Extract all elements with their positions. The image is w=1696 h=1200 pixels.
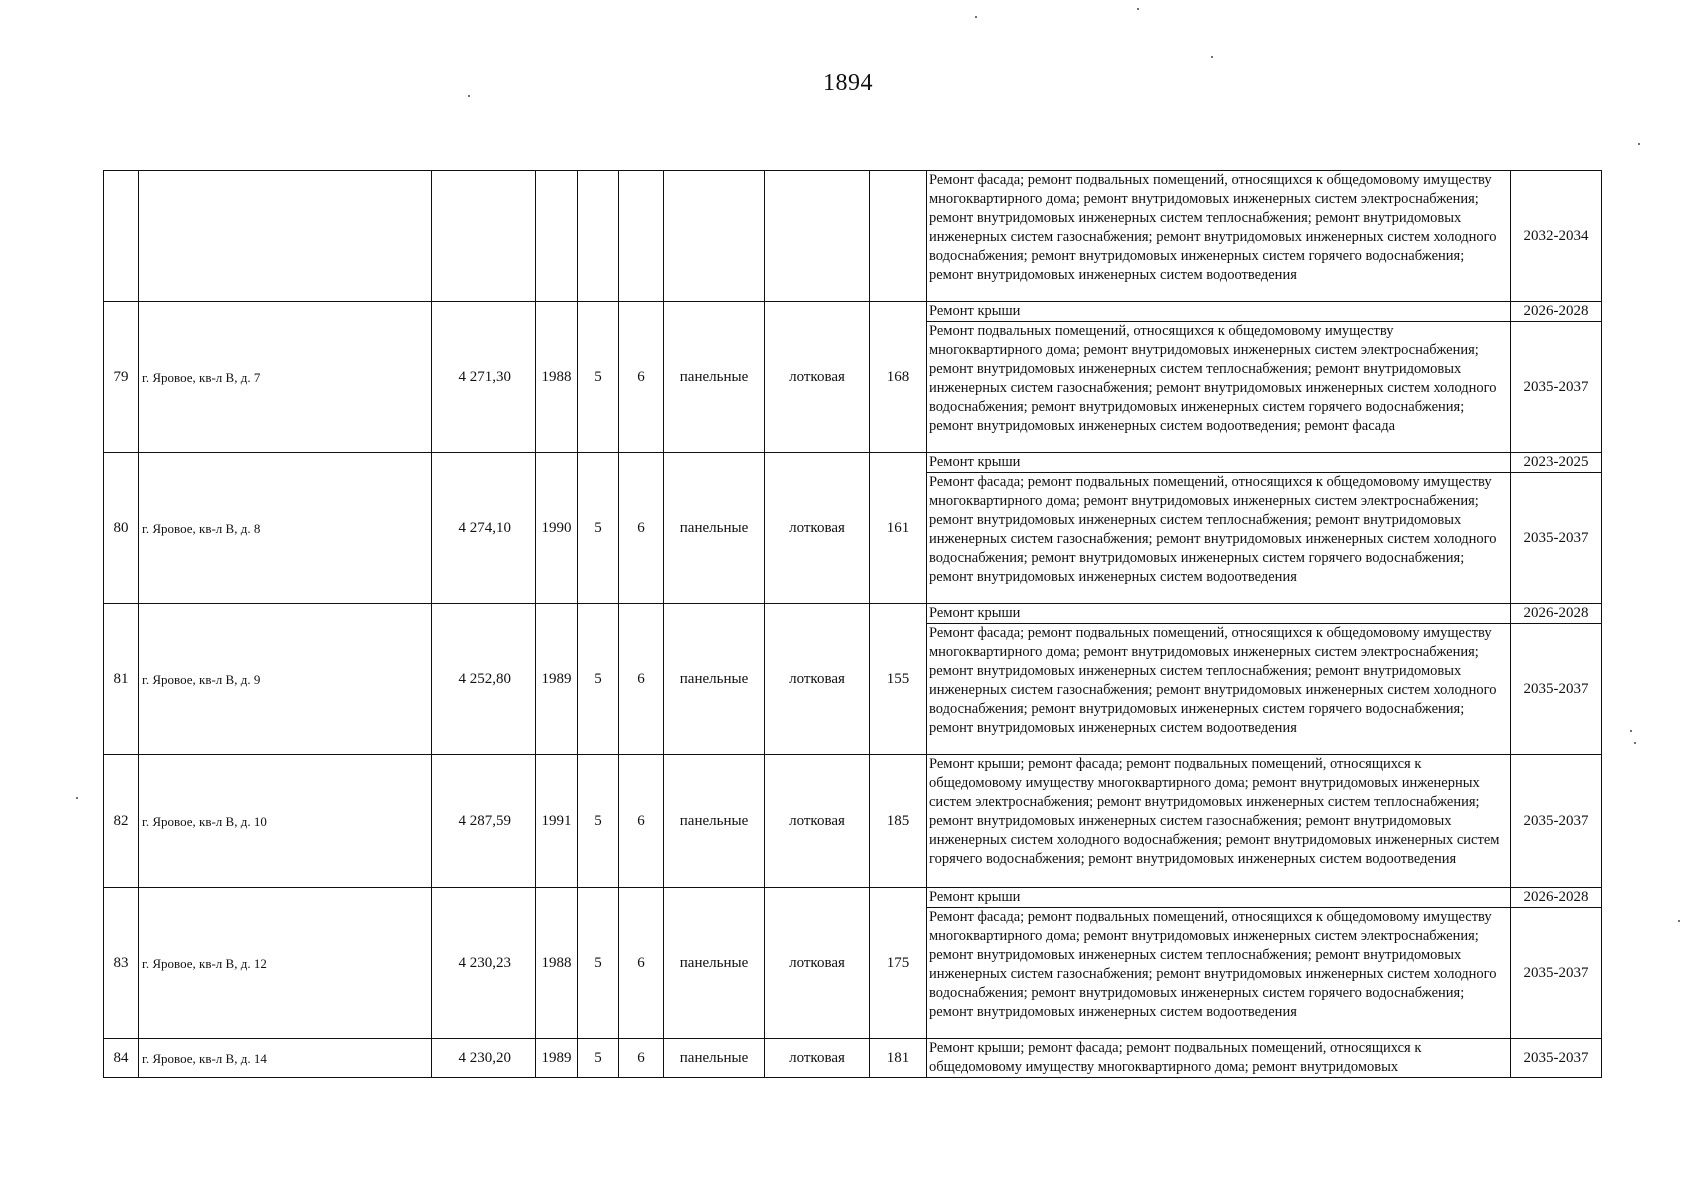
table-row (104, 604, 1602, 624)
work-description: Ремонт крыши (927, 453, 1511, 473)
residents: 181 (870, 1039, 927, 1078)
area: 4 274,10 (432, 453, 536, 604)
work-description: Ремонт крыши (927, 604, 1511, 624)
residents: 161 (870, 453, 927, 604)
entrances: 6 (619, 453, 664, 604)
entrances: 6 (619, 888, 664, 1039)
address-cell (139, 171, 432, 302)
address: г. Яровое, кв-л В, д. 8 (139, 453, 432, 604)
work-period: 2026-2028 (1511, 604, 1602, 624)
roof-type: лотковая (765, 604, 870, 755)
row-number: 83 (104, 888, 139, 1039)
roof-cell (765, 171, 870, 302)
work-description: Ремонт фасада; ремонт подвальных помещений, относящихся к общедомовому имуществу многоквартирного дома; ремонт внутридомовых инженерных систем электроснабжения; ремонт внутридомовых инженерных систем теплоснабжения; ремонт внутридомовых инженерных систем газоснабжения; ремонт внутридомовых инженерных систем холодного водоснабжения; ремонт внутридомовых инженерных систем горячего водоснабжения; ремонт внутридомовых инженерных систем водоотведения (927, 473, 1511, 604)
row-number: 81 (104, 604, 139, 755)
walls-cell (664, 171, 765, 302)
floors: 5 (578, 302, 619, 453)
area: 4 271,30 (432, 302, 536, 453)
row-number: 80 (104, 453, 139, 604)
work-period: 2035-2037 (1511, 322, 1602, 453)
floors: 5 (578, 604, 619, 755)
table-row (104, 888, 1602, 908)
row-number-cell (104, 171, 139, 302)
wall-material: панельные (664, 1039, 765, 1078)
address: г. Яровое, кв-л В, д. 12 (139, 888, 432, 1039)
area: 4 230,20 (432, 1039, 536, 1078)
table-row (104, 302, 1602, 322)
work-period: 2035-2037 (1511, 473, 1602, 604)
work-period: 2026-2028 (1511, 302, 1602, 322)
wall-material: панельные (664, 453, 765, 604)
work-description: Ремонт крыши (927, 302, 1511, 322)
work-description: Ремонт фасада; ремонт подвальных помещений, относящихся к общедомовому имуществу многоквартирного дома; ремонт внутридомовых инженерных систем электроснабжения; ремонт внутридомовых инженерных систем теплоснабжения; ремонт внутридомовых инженерных систем газоснабжения; ремонт внутридомовых инженерных систем холодного водоснабжения; ремонт внутридомовых инженерных систем горячего водоснабжения; ремонт внутридомовых инженерных систем водоотведения (927, 171, 1511, 302)
wall-material: панельные (664, 604, 765, 755)
year-built: 1989 (536, 604, 578, 755)
address: г. Яровое, кв-л В, д. 14 (139, 1039, 432, 1078)
floors: 5 (578, 888, 619, 1039)
roof-type: лотковая (765, 453, 870, 604)
scan-speck (1630, 730, 1632, 732)
row-number: 79 (104, 302, 139, 453)
roof-type: лотковая (765, 1039, 870, 1078)
wall-material: панельные (664, 888, 765, 1039)
area: 4 230,23 (432, 888, 536, 1039)
scan-speck (1638, 143, 1640, 145)
residents: 155 (870, 604, 927, 755)
work-description: Ремонт крыши; ремонт фасада; ремонт подвальных помещений, относящихся к общедомовому имуществу многоквартирного дома; ремонт внутридомовых инженерных систем электроснабжения; ремонт внутридомовых инженерных систем теплоснабжения; ремонт внутридомовых инженерных систем газоснабжения; ремонт внутридомовых инженерных систем холодного водоснабжения; ремонт внутридомовых инженерных систем горячего водоснабжения; ремонт внутридомовых инженерных систем водоотведения (927, 755, 1511, 888)
entrances: 6 (619, 755, 664, 888)
roof-type: лотковая (765, 755, 870, 888)
work-period: 2035-2037 (1511, 624, 1602, 755)
year-built: 1988 (536, 302, 578, 453)
year-built: 1991 (536, 755, 578, 888)
work-period: 2035-2037 (1511, 1039, 1602, 1078)
scan-speck (468, 95, 470, 97)
table-row (104, 755, 1602, 888)
work-period: 2035-2037 (1511, 908, 1602, 1039)
wall-material: панельные (664, 302, 765, 453)
work-period: 2026-2028 (1511, 888, 1602, 908)
residents: 185 (870, 755, 927, 888)
scan-speck (1634, 742, 1636, 744)
scan-speck (1678, 920, 1680, 922)
entrances-cell (619, 171, 664, 302)
work-period: 2023-2025 (1511, 453, 1602, 473)
roof-type: лотковая (765, 302, 870, 453)
year-cell (536, 171, 578, 302)
work-description: Ремонт подвальных помещений, относящихся к общедомовому имуществу многоквартирного дома; ремонт внутридомовых инженерных систем электроснабжения; ремонт внутридомовых инженерных систем теплоснабжения; ремонт внутридомовых инженерных систем газоснабжения; ремонт внутридомовых инженерных систем холодного водоснабжения; ремонт внутридомовых инженерных систем горячего водоснабжения; ремонт внутридомовых инженерных систем водоотведения; ремонт фасада (927, 322, 1511, 453)
row-number: 82 (104, 755, 139, 888)
address: г. Яровое, кв-л В, д. 10 (139, 755, 432, 888)
year-built: 1988 (536, 888, 578, 1039)
work-description: Ремонт фасада; ремонт подвальных помещений, относящихся к общедомовому имуществу многоквартирного дома; ремонт внутридомовых инженерных систем электроснабжения; ремонт внутридомовых инженерных систем теплоснабжения; ремонт внутридомовых инженерных систем газоснабжения; ремонт внутридомовых инженерных систем холодного водоснабжения; ремонт внутридомовых инженерных систем горячего водоснабжения; ремонт внутридомовых инженерных систем водоотведения (927, 624, 1511, 755)
area: 4 252,80 (432, 604, 536, 755)
year-built: 1989 (536, 1039, 578, 1078)
work-description: Ремонт фасада; ремонт подвальных помещений, относящихся к общедомовому имуществу многоквартирного дома; ремонт внутридомовых инженерных систем электроснабжения; ремонт внутридомовых инженерных систем теплоснабжения; ремонт внутридомовых инженерных систем газоснабжения; ремонт внутридомовых инженерных систем холодного водоснабжения; ремонт внутридомовых инженерных систем горячего водоснабжения; ремонт внутридомовых инженерных систем водоотведения (927, 908, 1511, 1039)
scan-speck (975, 16, 977, 18)
work-description: Ремонт крыши; ремонт фасада; ремонт подвальных помещений, относящихся к общедомовому имуществу многоквартирного дома; ремонт внутридомовых (927, 1039, 1511, 1078)
page-number: 1894 (823, 70, 873, 96)
residents: 175 (870, 888, 927, 1039)
work-period: 2032-2034 (1511, 171, 1602, 302)
entrances: 6 (619, 1039, 664, 1078)
housing-stock-table (103, 170, 1602, 1078)
address: г. Яровое, кв-л В, д. 7 (139, 302, 432, 453)
floors: 5 (578, 755, 619, 888)
floors: 5 (578, 1039, 619, 1078)
roof-type: лотковая (765, 888, 870, 1039)
scan-speck (1137, 8, 1139, 10)
area: 4 287,59 (432, 755, 536, 888)
table-row (104, 1039, 1602, 1078)
scan-speck (76, 797, 78, 799)
floors: 5 (578, 453, 619, 604)
entrances: 6 (619, 604, 664, 755)
work-period: 2035-2037 (1511, 755, 1602, 888)
year-built: 1990 (536, 453, 578, 604)
work-description: Ремонт крыши (927, 888, 1511, 908)
floors-cell (578, 171, 619, 302)
row-number: 84 (104, 1039, 139, 1078)
entrances: 6 (619, 302, 664, 453)
residents-cell (870, 171, 927, 302)
wall-material: панельные (664, 755, 765, 888)
table-row (104, 171, 1602, 302)
address: г. Яровое, кв-л В, д. 9 (139, 604, 432, 755)
area-cell (432, 171, 536, 302)
table-row (104, 453, 1602, 473)
residents: 168 (870, 302, 927, 453)
scan-speck (1211, 56, 1213, 58)
